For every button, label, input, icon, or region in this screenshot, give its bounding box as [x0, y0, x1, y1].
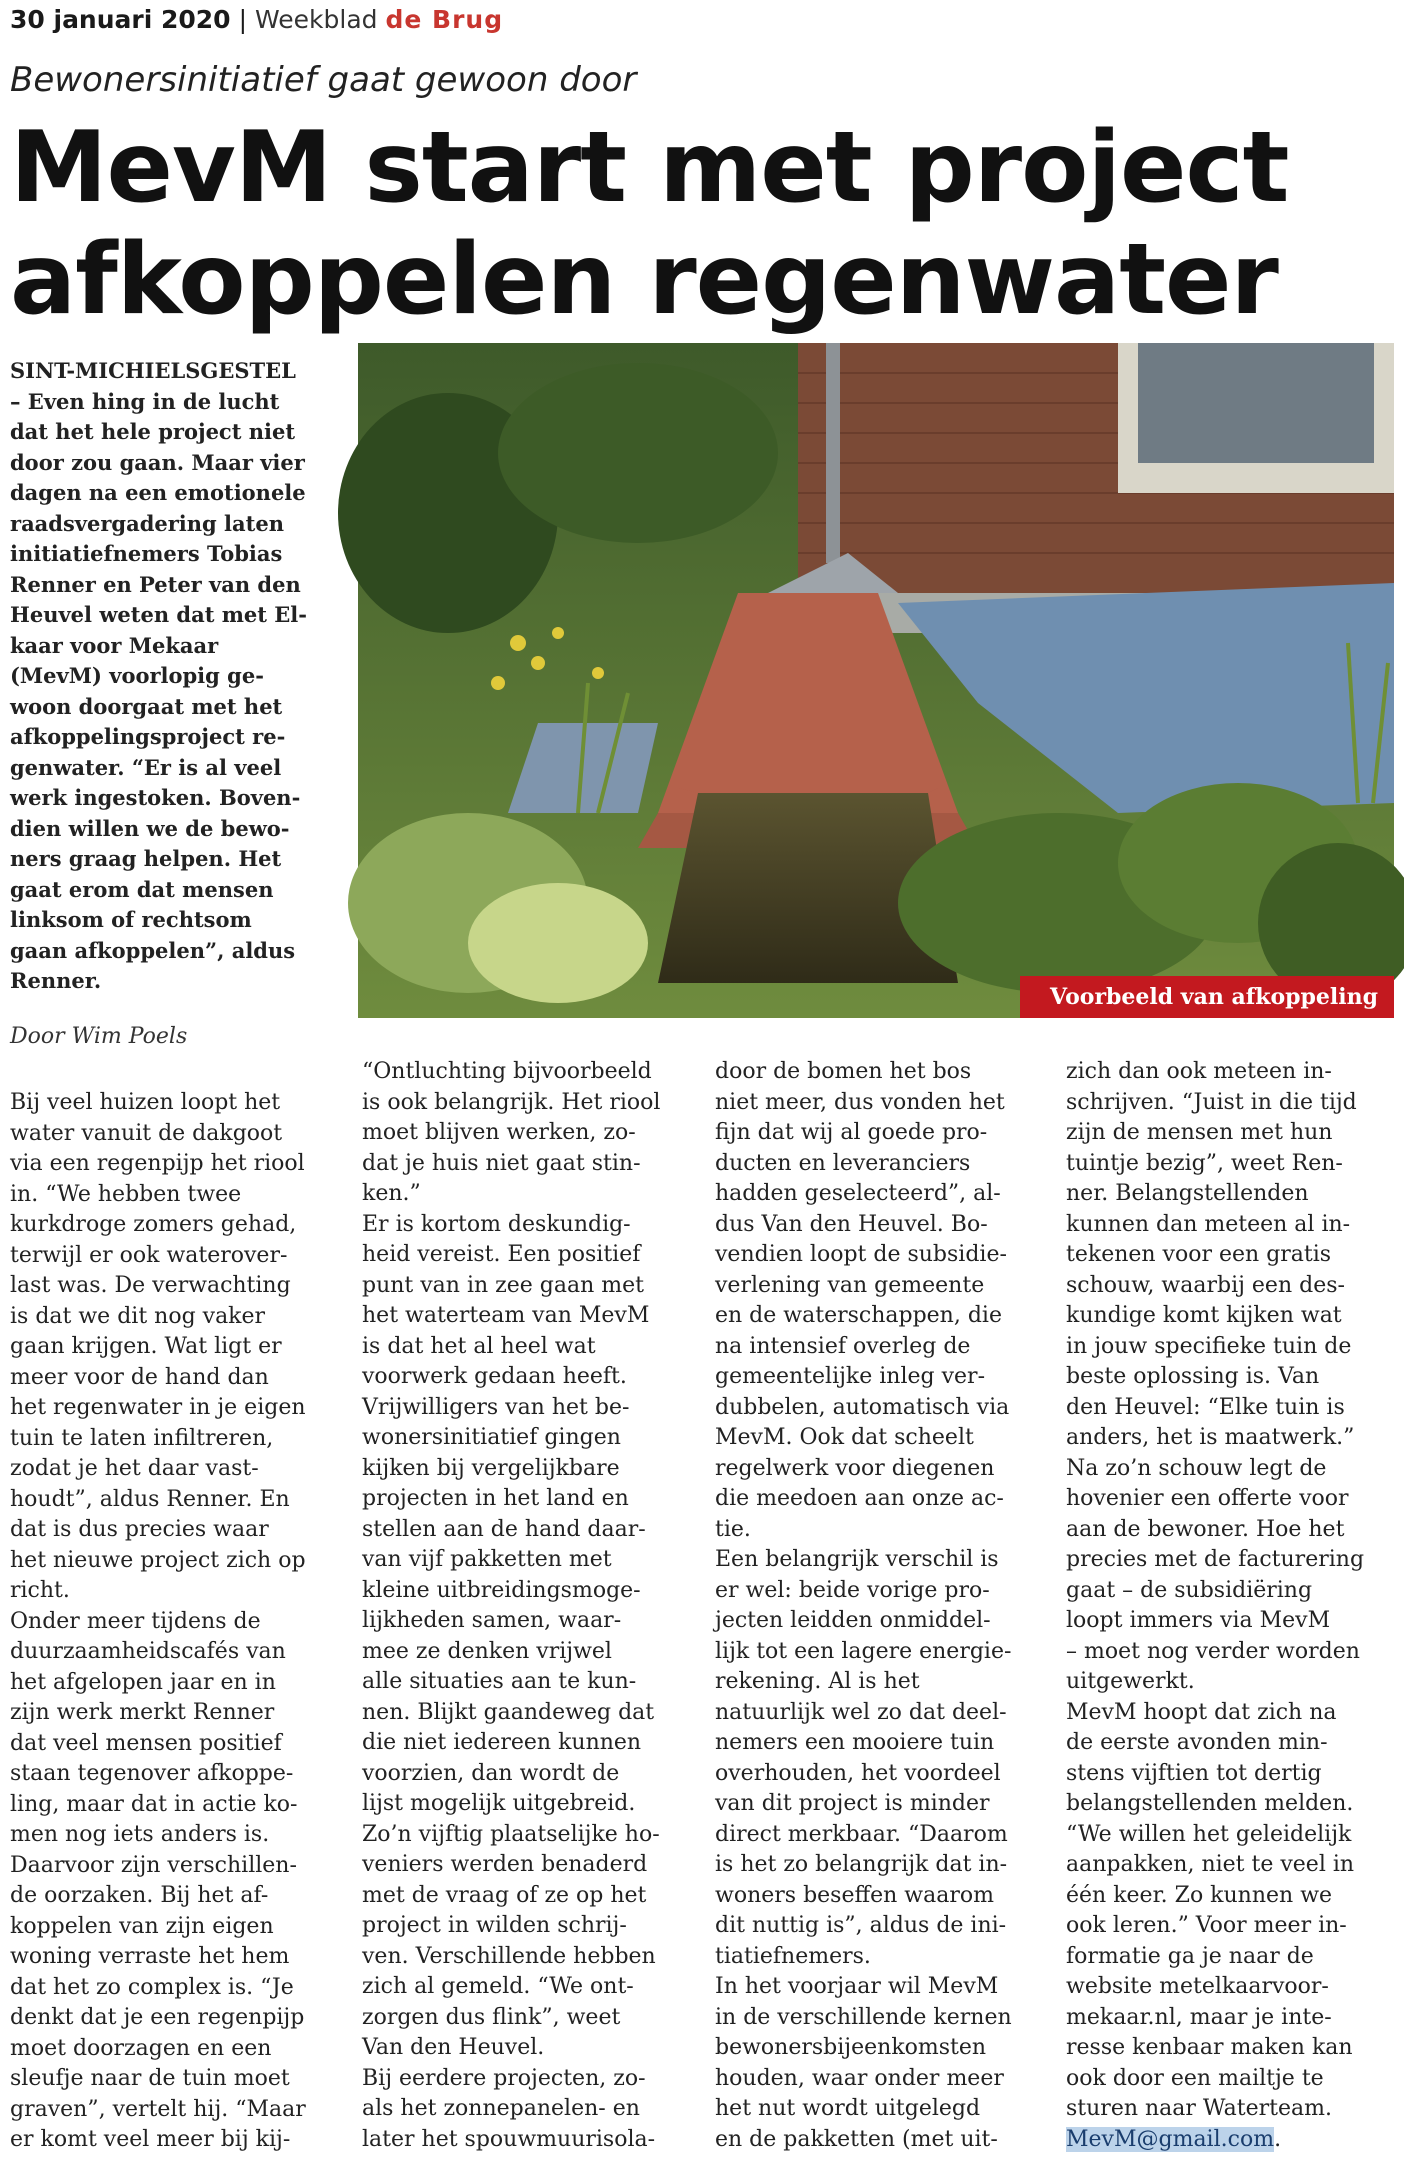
article-line: natuurlijk wel zo dat deel- [715, 1699, 1007, 1725]
lede-line: linksom of rechtsom [10, 907, 252, 932]
article-line: lijk tot een lagere energie- [715, 1638, 1012, 1664]
article-line: staan tegenover afkoppe- [10, 1761, 294, 1786]
article-line: de oorzaken. Bij het af- [10, 1883, 269, 1908]
article-line: via een regenpijp het riool [10, 1151, 305, 1176]
article-column-3 [715, 1057, 1055, 2152]
lede-line: dat het hele project niet [10, 419, 296, 444]
article-line: van dit project is minder [715, 1791, 990, 1816]
article-line: er komt veel meer bij kij- [10, 2127, 291, 2152]
article-line: project in wilden schrij- [362, 1913, 627, 1938]
article-line: duurzaamheidscafés van [10, 1639, 286, 1664]
lede-line: kaar voor Mekaar [10, 632, 219, 658]
byline: Door Wim Poels [10, 1024, 188, 1049]
article-line: alle situaties aan te kun- [362, 1669, 637, 1694]
article-line: “Ontluchting bijvoorbeeld [362, 1059, 652, 1084]
lede-line: dien willen we de bewo- [10, 815, 290, 841]
article-line: schrijven. “Juist in die tijd [1066, 1089, 1357, 1115]
article-line: ling, maar dat in actie ko- [10, 1791, 298, 1817]
article-line: verlening van gemeente [715, 1272, 985, 1298]
article-line: schouw, waarbij een des- [1066, 1272, 1345, 1298]
lede-line: gaan afkoppelen”, aldus [10, 937, 296, 963]
article-line: het waterteam van MevM [362, 1303, 650, 1328]
lede-line: Renner en Peter van den [10, 571, 301, 597]
article-line: tiatiefnemers. [715, 1943, 871, 1969]
article-line: lijst mogelijk uitgebreid. [362, 1791, 636, 1816]
article-line: denkt dat je een regenpijp [10, 2005, 305, 2030]
article-line: MevM. Ook dat scheelt [715, 1425, 974, 1450]
lede-line: werk ingestoken. Boven- [10, 785, 301, 810]
article-line: kundige komt kijken wat [1066, 1303, 1342, 1328]
lede [10, 356, 350, 997]
article-line: gemeentelijke inleg ver- [715, 1364, 986, 1389]
article-line: Van den Heuvel. [362, 2035, 545, 2060]
article-line: stens vijftien tot dertig [1066, 1760, 1322, 1786]
photo-caption: Voorbeeld van afkoppeling [1020, 976, 1394, 1018]
article-line: Bij eerdere projecten, zo- [362, 2065, 646, 2091]
article-line: Daarvoor zijn verschillen- [10, 1852, 297, 1878]
article-line: stellen aan de hand daar- [362, 1516, 646, 1542]
article-line: – moet nog verder worden [1066, 1638, 1360, 1664]
article-line: zich al gemeld. “We ont- [362, 1974, 634, 1999]
article-line: lijkheden samen, waar- [362, 1608, 622, 1633]
article-line: aanpakken, niet te veel in [1066, 1852, 1355, 1877]
article-line: is dat het al heel wat [362, 1333, 596, 1359]
article-line: uitgewerkt. [1066, 1669, 1195, 1694]
article-line: bewonersbijeenkomsten [715, 2035, 987, 2060]
lede-line: Heuvel weten dat met El- [10, 602, 307, 627]
article-line: tuintje bezig”, weet Ren- [1066, 1150, 1343, 1176]
article-line: één keer. Zo kunnen we [1066, 1882, 1333, 1908]
article-column-2 [362, 1057, 702, 2152]
article-line: niet meer, dus vonden het [715, 1089, 1005, 1115]
article-line: Een belangrijk verschil is [715, 1547, 999, 1572]
article-line: gaan krijgen. Wat ligt er [10, 1334, 282, 1359]
article-line: na intensief overleg de [715, 1333, 971, 1359]
article-line: houdt”, aldus Renner. En [10, 1486, 290, 1512]
article-line: projecten in het land en [362, 1486, 629, 1511]
article-line: nen. Blijkt gaandeweg dat [362, 1699, 655, 1725]
article-line: sturen naar Waterteam. [1066, 2096, 1332, 2121]
masthead [10, 2, 503, 38]
article-line: ken.” [362, 1181, 421, 1206]
article-line: in de verschillende kernen [715, 2004, 1012, 2030]
article-line: en de waterschappen, die [715, 1303, 1002, 1328]
lede-line: gaat erom dat mensen [10, 876, 274, 902]
email-link[interactable]: MevM@gmail.com [1066, 2126, 1275, 2152]
article-line: is het zo belangrijk dat in- [715, 1852, 1008, 1877]
article-line: dit nuttig is”, aldus de ini- [715, 1913, 1007, 1938]
article-line: dubbelen, automatisch via [715, 1394, 1010, 1420]
lede-line: ners graag helpen. Het [10, 846, 282, 871]
article-line: dat je huis niet gaat stin- [362, 1150, 641, 1176]
article-line: hovenier een offerte voor [1066, 1486, 1349, 1511]
headline [10, 112, 1390, 336]
article-line: anders, het is maatwerk.” [1066, 1425, 1355, 1450]
article-column-1 [10, 1088, 350, 2158]
article-line: Zo’n vijftig plaatselijke ho- [362, 1821, 660, 1847]
article-line: Bij veel huizen loopt het [10, 1090, 281, 1115]
article-line: later het spouwmuurisola- [362, 2126, 656, 2152]
article-line: die niet iedereen kunnen [362, 1730, 642, 1755]
article-line: ven. Verschillende hebben [362, 1943, 656, 1969]
article-column-4 [1066, 1057, 1396, 2152]
article-line: het afgelopen jaar en in [10, 1669, 276, 1695]
article-line: heid vereist. Een positief [362, 1242, 641, 1267]
article-line: ook leren.” Voor meer in- [1066, 1913, 1347, 1938]
lede-line: door zou gaan. Maar vier [10, 449, 305, 475]
article-line: water vanuit de dakgoot [10, 1120, 283, 1146]
lede-line: initiatiefnemers Tobias [10, 541, 283, 566]
article-line: MevM hoopt dat zich na [1066, 1699, 1337, 1725]
article-line: koppelen van zijn eigen [10, 1913, 274, 1939]
article-line: zich dan ook meteen in- [1066, 1059, 1332, 1084]
article-line: Er is kortom deskundig- [362, 1211, 631, 1237]
lede-line: afkoppelingsproject re- [10, 724, 286, 749]
article-line: Onder meer tijdens de [10, 1608, 261, 1634]
article-line: dat veel mensen positief [10, 1730, 282, 1756]
article-line: het nieuwe project zich op [10, 1547, 306, 1573]
masthead-separator: | [238, 5, 248, 34]
article-photo [358, 343, 1394, 1018]
article-line: in. “We hebben twee [10, 1181, 242, 1207]
article-line: ook door een mailtje te [1066, 2065, 1324, 2091]
article-line: voorwerk gedaan heeft. [362, 1364, 627, 1389]
kicker: Bewonersinitiatief gaat gewoon door [10, 60, 637, 100]
lede-line: woon doorgaat met het [10, 693, 283, 719]
article-line: mee ze denken vrijwel [362, 1638, 612, 1664]
article-line: van vijf pakketten met [362, 1547, 612, 1572]
article-line: vendien loopt de subsidie- [715, 1242, 1007, 1267]
article-line: ner. Belangstellenden [1066, 1181, 1309, 1206]
article-line: voorzien, dan wordt de [362, 1760, 620, 1786]
article-line: hadden geselecteerd”, al- [715, 1181, 1001, 1206]
article-line: woners beseffen waarom [715, 1882, 994, 1908]
headline-line-1: MevM start met project [10, 111, 1289, 225]
article-line: direct merkbaar. “Daarom [715, 1821, 1008, 1847]
article-line: Vrijwilligers van het be- [362, 1394, 630, 1420]
article-line: is ook belangrijk. Het riool [362, 1089, 661, 1115]
brand-name: de Brug [385, 5, 504, 34]
garden-photo-illustration [358, 343, 1394, 1018]
article-line: in jouw specifieke tuin de [1066, 1333, 1352, 1359]
article-line: richt. [10, 1578, 70, 1603]
article-line: als het zonnepanelen- en [362, 2096, 640, 2121]
article-line: moet doorzagen en een [10, 2035, 272, 2061]
issue-date: 30 januari 2020 [10, 5, 231, 34]
article-line: die meedoen aan onze ac- [715, 1486, 1004, 1511]
article-line: terwijl er ook waterover- [10, 1242, 288, 1268]
article-line: jecten leidden onmiddel- [715, 1608, 991, 1633]
article-line: website metelkaarvoor- [1066, 1974, 1329, 1999]
article-line: gaat – de subsidiëring [1066, 1577, 1313, 1603]
article-line: rekening. Al is het [715, 1669, 920, 1694]
article-line: wonersinitiatief gingen [362, 1425, 621, 1450]
article-line: loopt immers via MevM [1066, 1608, 1331, 1633]
article-line: zorgen dus flink”, weet [362, 2004, 621, 2030]
article-line: de eerste avonden min- [1066, 1730, 1328, 1755]
article-line: er wel: beide vorige pro- [715, 1577, 990, 1603]
article-line: men nog iets anders is. [10, 1822, 270, 1847]
lede-line: (MevM) voorlopig ge- [10, 663, 264, 688]
article-line: overhouden, het voordeel [715, 1760, 1001, 1786]
article-line: tie. [715, 1516, 751, 1542]
article-line: zodat je het daar vast- [10, 1456, 259, 1481]
lede-line: raadsvergadering laten [10, 510, 284, 536]
article-line: dat het zo complex is. “Je [10, 1974, 294, 2000]
article-line: resse kenbaar maken kan [1066, 2035, 1353, 2060]
lede-line: – Even hing in de lucht [10, 388, 280, 414]
article-line: punt van in zee gaan met [362, 1272, 644, 1298]
article-line: belangstellenden melden. [1066, 1791, 1354, 1816]
article-line: formatie ga je naar de [1066, 1943, 1314, 1969]
article-line: aan de bewoner. Hoe het [1066, 1516, 1345, 1542]
article-line: moet blijven werken, zo- [362, 1120, 636, 1145]
article-line: sleufje naar de tuin moet [10, 2066, 290, 2091]
article-line: “We willen het geleidelijk [1066, 1821, 1352, 1847]
lede-line: Renner. [10, 968, 102, 993]
email-line [1066, 2125, 1396, 2156]
article-line: Na zo’n schouw legt de [1066, 1455, 1327, 1481]
article-line: last was. De verwachting [10, 1273, 291, 1298]
article-line: kurkdroge zomers gehad, [10, 1212, 297, 1237]
article-line: zijn de mensen met hun [1066, 1120, 1333, 1145]
lede-line: genwater. “Er is al veel [10, 754, 282, 780]
headline-line-2: afkoppelen regenwater [10, 223, 1278, 337]
article-line: kunnen dan meteen al in- [1066, 1211, 1351, 1237]
article-line: en de pakketten (met uit- [715, 2126, 998, 2152]
article-line: fijn dat wij al goede pro- [715, 1120, 988, 1145]
article-line: woning verraste het hem [10, 1944, 290, 1969]
article-line: graven”, vertelt hij. “Maar [10, 2096, 306, 2122]
article-line: houden, waar onder meer [715, 2065, 1004, 2091]
article-line: den Heuvel: “Elke tuin is [1066, 1394, 1345, 1420]
article-line: kijken bij vergelijkbare [362, 1455, 620, 1481]
article-line: is dat we dit nog vaker [10, 1303, 266, 1329]
article-line: veniers werden benaderd [362, 1852, 648, 1877]
lede-line: SINT-MICHIELSGESTEL [10, 358, 296, 383]
article-line: tuin te laten infiltreren, [10, 1425, 274, 1451]
article-line: meer voor de hand dan [10, 1364, 269, 1390]
article-line: regelwerk voor diegenen [715, 1455, 995, 1481]
article-line: het nut wordt uitgelegd [715, 2096, 981, 2121]
article-line: door de bomen het bos [715, 1059, 972, 1084]
article-line: met de vraag of ze op het [362, 1882, 647, 1908]
article-line: precies met de facturering [1066, 1547, 1365, 1572]
article-line: dus Van den Heuvel. Bo- [715, 1211, 988, 1237]
article-line: zijn werk merkt Renner [10, 1700, 275, 1725]
publication-name: Weekblad [255, 5, 378, 34]
article-line: mekaar.nl, maar je inte- [1066, 2004, 1332, 2030]
lede-line: dagen na een emotionele [10, 480, 306, 505]
article-line: ducten en leveranciers [715, 1150, 971, 1176]
article-line: nemers een mooiere tuin [715, 1730, 995, 1755]
article-line: kleine uitbreidingsmoge- [362, 1577, 641, 1603]
email-trailing: . [1274, 2126, 1282, 2152]
article-line: beste oplossing is. Van [1066, 1364, 1320, 1389]
article-line: dat is dus precies waar [10, 1517, 269, 1542]
article-line: In het voorjaar wil MevM [715, 1974, 999, 1999]
article-line: tekenen voor een gratis [1066, 1242, 1332, 1267]
article-line: het regenwater in je eigen [10, 1395, 306, 1420]
